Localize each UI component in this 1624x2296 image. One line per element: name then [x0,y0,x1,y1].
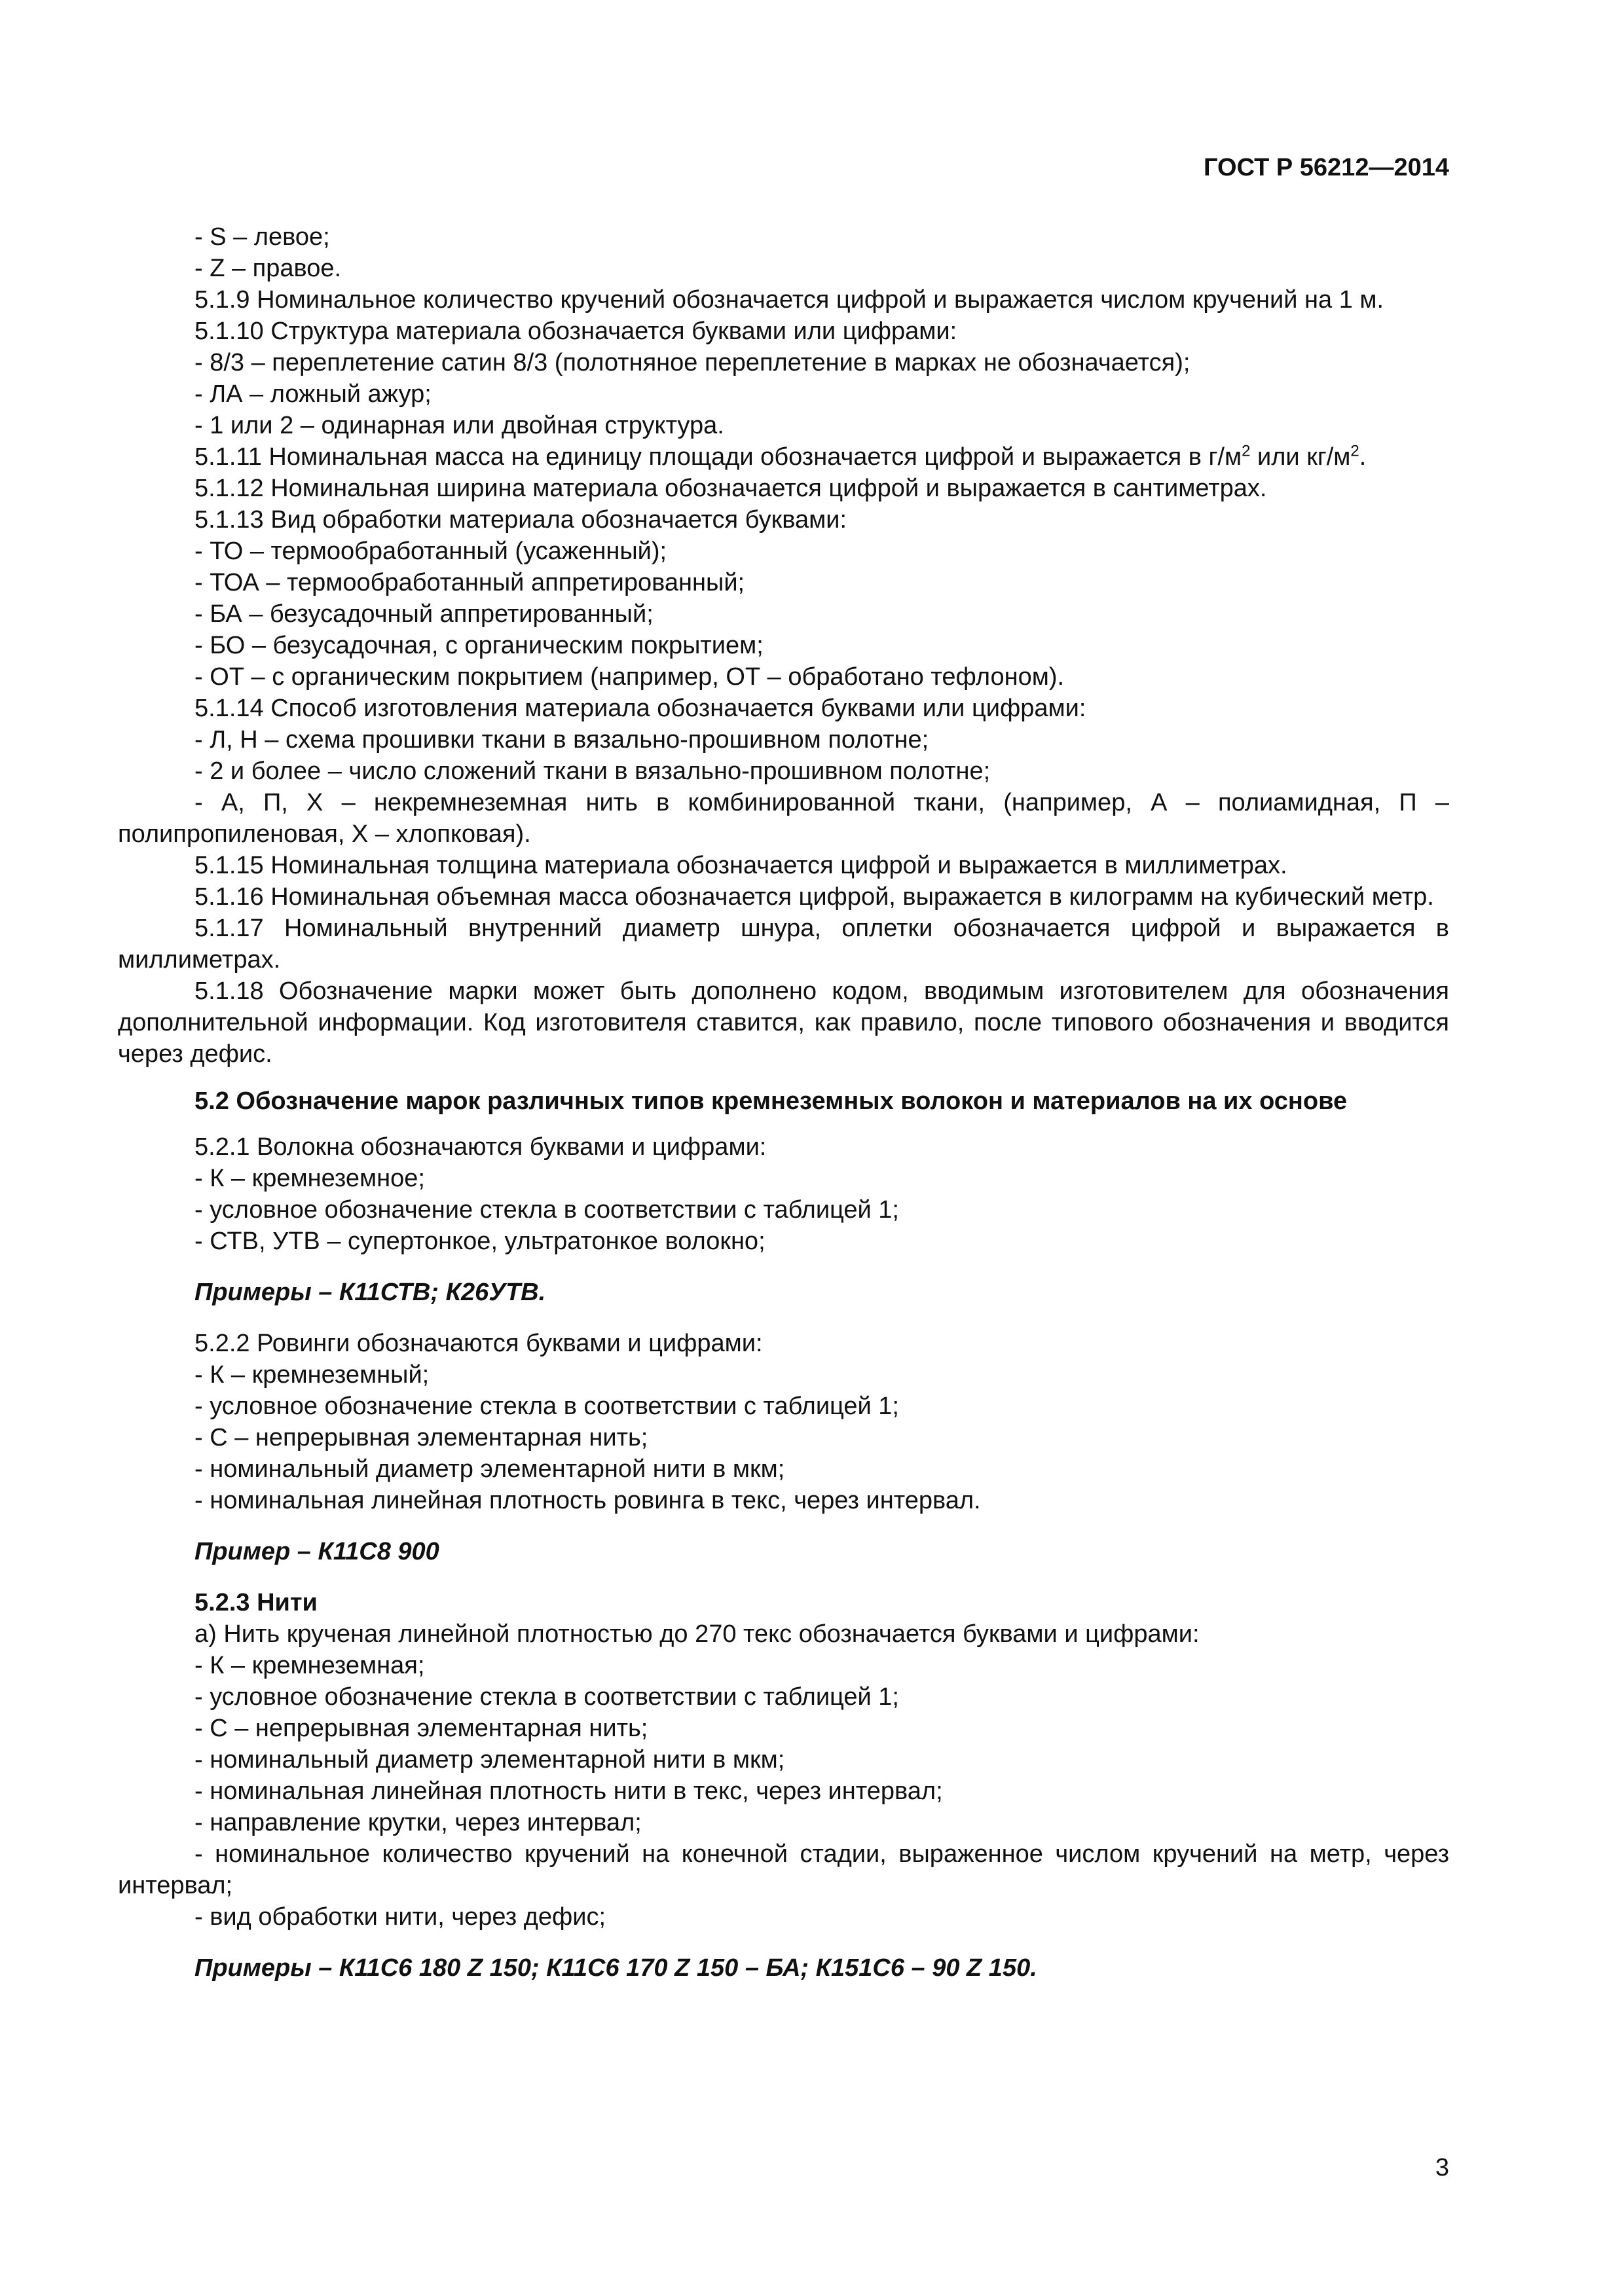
clause-5-1-11: 5.1.11 Номинальная масса на единицу площади обозначается цифрой и выражается в $г/м^2$ или $кг/м^2$. [194,442,1367,471]
list-item: - ТО – термообработанный (усаженный); [194,538,667,565]
clause-5-1-18: 5.1.18 Обозначение марки может быть дополнено кодом, вводимым изготовителем для обозначения дополнительной информации. Код изготовителя ставится, как правило, после типового обозначения и вводится через дефис. [118,977,1449,1068]
page-number: 3 [1435,2154,1449,2181]
list-item: - 1 или 2 – одинарная или двойная структура. [194,412,724,439]
list-item: - С – непрерывная элементарная нить; [194,1424,648,1451]
clause-text: или кг/м [1250,443,1351,471]
list-item: - К – кремнеземный; [194,1361,430,1389]
clause-5-1-12: 5.1.12 Номинальная ширина материала обозначается цифрой и выражается в сантиметрах. [194,475,1267,502]
list-item: - условное обозначение стекла в соответствии с таблицей 1; [194,1196,899,1224]
list-item: - С – непрерывная элементарная нить; [194,1715,648,1742]
list-item: - номинальный диаметр элементарной нити в мкм; [194,1746,785,1774]
list-item: - К – кремнеземная; [194,1652,425,1679]
clause-5-2-3-a: а) Нить крученая линейной плотностью до 270 текс обозначается буквами и цифрами: [194,1620,1200,1648]
list-item: - S – левое; [194,223,330,251]
list-item: - Z – правое. [194,255,342,282]
list-item: - номинальная линейная плотность ровинга в текс, через интервал. [194,1487,981,1514]
clause-5-1-13: 5.1.13 Вид обработки материала обозначается буквами: [194,506,847,534]
clause-5-1-9: 5.1.9 Номинальное количество кручений обозначается цифрой и выражается числом кручений на 1 м. [194,286,1384,314]
superscript: 2 [1242,442,1251,460]
example-note: Примеры – К11СТВ; К26УТВ. [194,1279,546,1306]
list-item: - ЛА – ложный ажур; [194,380,432,408]
list-item: - условное обозначение стекла в соответствии с таблицей 1; [194,1393,899,1420]
list-item: - номинальное количество кручений на конечной стадии, выраженное числом кручений на метр, через интервал; [118,1840,1449,1899]
list-item: - БО – безусадочная, с органическим покрытием; [194,632,764,659]
superscript: 2 [1350,442,1359,460]
list-item: - А, П, Х – некремнеземная нить в комбинированной ткани, (например, А – полиамидная, П – полипропиленовая, Х – хлопковая). [118,789,1449,848]
list-item: - номинальный диаметр элементарной нити в мкм; [194,1455,785,1483]
section-heading-5-2-3: 5.2.3 Нити [194,1589,318,1616]
document-body [118,221,1449,2003]
clause-5-2-2: 5.2.2 Ровинги обозначаются буквами и цифрами: [194,1330,763,1357]
clause-5-1-16: 5.1.16 Номинальная объемная масса обозначается цифрой, выражается в килограмм на кубический метр. [194,883,1434,911]
list-item: - ОТ – с органическим покрытием (например, ОТ – обработано тефлоном). [194,663,1065,691]
clause-5-1-14: 5.1.14 Способ изготовления материала обозначается буквами или цифрами: [194,695,1086,722]
document-code-header: ГОСТ Р 56212—2014 [1204,154,1449,181]
list-item: - Л, Н – схема прошивки ткани в вязально-прошивном полотне; [194,726,929,754]
list-item: - БА – безусадочный аппретированный; [194,600,654,628]
section-heading-5-2: 5.2 Обозначение марок различных типов кремнеземных волокон и материалов на их основе [194,1087,1348,1115]
clause-5-1-17: 5.1.17 Номинальный внутренний диаметр шнура, оплетки обозначается цифрой и выражается в миллиметрах. [118,915,1449,974]
clause-5-2-1: 5.2.1 Волокна обозначаются буквами и цифрами: [194,1133,767,1161]
list-item: - СТВ, УТВ – супертонкое, ультратонкое волокно; [194,1228,766,1255]
clause-5-1-10: 5.1.10 Структура материала обозначается буквами или цифрами: [194,318,957,345]
list-item: - 8/3 – переплетение сатин 8/3 (полотняное переплетение в марках не обозначается); [194,349,1190,376]
list-item: - условное обозначение стекла в соответствии с таблицей 1; [194,1683,899,1711]
list-item: - направление крутки, через интервал; [194,1809,642,1836]
list-item: - 2 и более – число сложений ткани в вязально-прошивном полотне; [194,757,991,785]
example-note: Пример – К11С8 900 [194,1538,439,1565]
clause-5-1-15: 5.1.15 Номинальная толщина материала обозначается цифрой и выражается в миллиметрах. [194,852,1287,879]
list-item: - номинальная линейная плотность нити в текс, через интервал; [194,1777,943,1805]
list-item: - вид обработки нити, через дефис; [194,1903,606,1931]
example-note: Примеры – К11С6 180 Z 150; К11С6 170 Z 150 – БА; К151С6 – 90 Z 150. [194,1954,1037,1982]
clause-text: 5.1.11 Номинальная масса на единицу площади обозначается цифрой и выражается в г/м [194,443,1242,471]
list-item: - К – кремнеземное; [194,1165,425,1192]
list-item: - ТОА – термообработанный аппретированный; [194,569,745,596]
